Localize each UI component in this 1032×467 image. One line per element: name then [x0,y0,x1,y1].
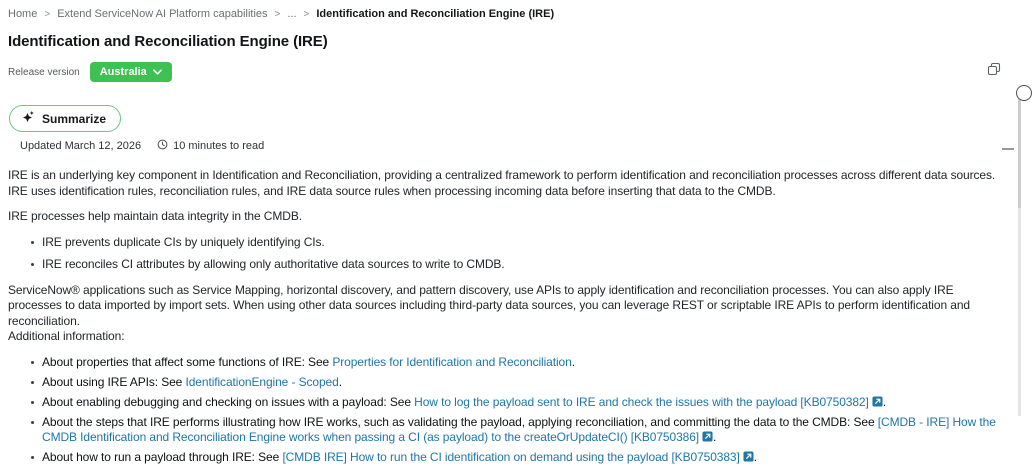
doc-link-kb0750386[interactable]: [CMDB - IRE] How the CMDB Identification and Reconciliation Engine works when passing a CI (as payload) to the createOrUpdateCI() [KB0750386] [42,414,996,444]
right-edge-dash [1002,148,1014,150]
list-item-text: IRE reconciles CI attributes by allowing only authoritative data sources to write to CMDB. [42,257,505,271]
link-item-pre: About using IRE APIs: See [42,374,186,389]
read-time [157,139,264,153]
additional-info-list [8,355,1008,466]
release-version-row [8,62,1008,82]
sparkle-icon [21,110,35,127]
copy-button[interactable] [986,62,1002,78]
external-link-icon [743,451,754,462]
link-item-post: . [338,374,342,389]
link-item-post: . [571,354,575,369]
list-item [42,355,1008,371]
external-link-icon [702,431,713,442]
breadcrumb-item-ellipsis[interactable]: ... [287,8,297,20]
breadcrumb-item-current: Identification and Reconciliation Engine (IRE) [316,8,555,20]
additional-info-label: Additional information: [8,329,125,343]
link-item-pre: About how to run a payload through IRE: See [42,450,283,464]
list-item [42,375,1008,391]
integrity-paragraph: IRE processes help maintain data integrity in the CMDB. [8,209,302,223]
summarize-label: Summarize [42,111,107,126]
breadcrumb-separator: > [303,8,310,20]
link-item-post: . [713,430,717,444]
article-body [8,168,1008,466]
summarize-button[interactable] [9,105,121,132]
intro-paragraph: IRE is an underlying key component in Identification and Reconciliation, providing a centralized framework to perform identification and reconciliation processes across different data sources. IRE uses identification rules, reconciliation rules, and IRE data source rules when processing incoming data before inserting that data to the CMDB. [8,168,996,198]
link-item-pre: About enabling debugging and checking on issues with a payload: See [42,394,415,409]
release-version-value: Australia [99,66,147,78]
applications-paragraph: ServiceNow® applications such as Service Mapping, horizontal discovery, and pattern discovery, use APIs to apply identification and reconciliation processes. You can also apply IRE processes to data imported by import sets. When using other data sources including third-party data sources, you can leverage REST or scriptable IRE APIs to perform identification and reconciliation. [8,282,970,328]
breadcrumb [8,8,1008,20]
breadcrumb-item-extend-capabilities[interactable]: Extend ServiceNow AI Platform capabilities [57,8,268,20]
ire-benefits-list [8,235,1008,273]
release-version-dropdown[interactable] [90,62,172,82]
breadcrumb-separator: > [274,8,281,20]
list-item [42,415,1008,446]
list-item [42,395,1008,411]
article-meta-row [20,139,1008,153]
list-item [42,235,1008,251]
list-item [42,450,1008,466]
right-edge-button[interactable] [1016,85,1032,101]
copy-icon [987,64,1001,79]
link-item-post: . [882,394,886,409]
link-item-pre: About properties that affect some functions of IRE: See [42,354,333,369]
list-item [42,257,1008,273]
doc-link-properties[interactable]: Properties for Identification and Reconciliation [332,354,572,369]
link-item-pre: About the steps that IRE performs illustrating how IRE works, such as validating the payload, applying reconciliation, and committing the data to the CMDB: See [42,414,878,429]
read-time-text: 10 minutes to read [173,140,265,152]
external-link-icon [872,396,883,407]
breadcrumb-item-home[interactable]: Home [8,8,38,20]
clock-icon [157,139,168,153]
breadcrumb-separator: > [44,8,51,20]
link-item-post: . [753,450,757,464]
scrollbar-thumb[interactable] [1018,96,1021,208]
doc-link-kb0750383[interactable]: [CMDB IRE] How to run the CI identification on demand using the payload [KB0750383] [282,450,740,464]
updated-date-text: Updated March 12, 2026 [20,140,142,152]
page-title: Identification and Reconciliation Engine (IRE) [8,33,328,50]
list-item-text: IRE prevents duplicate CIs by uniquely identifying CIs. [42,234,325,249]
chevron-down-icon [153,66,162,78]
release-version-label: Release version [8,66,80,78]
doc-link-kb0750382[interactable]: How to log the payload sent to IRE and check the issues with the payload [KB0750382] [414,394,869,409]
doc-link-identificationengine[interactable]: IdentificationEngine - Scoped [185,374,339,389]
